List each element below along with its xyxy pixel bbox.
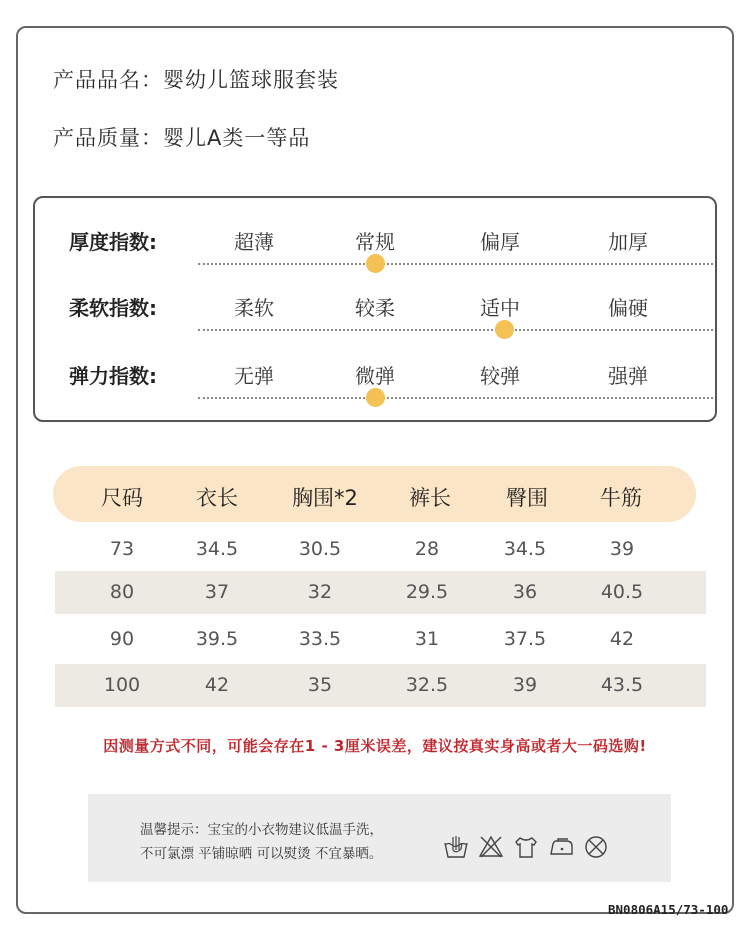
index-option: 无弹: [234, 364, 274, 388]
table-cell: 34.5: [503, 538, 547, 560]
column-header: 牛筋: [600, 486, 642, 510]
table-cell: 40.5: [600, 581, 644, 603]
table-cell: 28: [414, 538, 440, 560]
elasticity-index-row: [35, 336, 715, 396]
no-sun-icon: [583, 834, 609, 860]
table-cell: 90: [109, 628, 135, 650]
index-option: 偏厚: [480, 230, 520, 254]
table-cell: 34.5: [195, 538, 239, 560]
hand-wash-icon: [443, 834, 469, 860]
product-name: 产品品名：婴幼儿篮球服套装: [53, 68, 339, 92]
column-header: 胸围*2: [292, 486, 358, 510]
table-row: [55, 571, 706, 614]
softness-index-row: [35, 268, 715, 328]
table-cell: 39.5: [195, 628, 239, 650]
measurement-note: 因测量方式不同，可能会存在1 - 3厘米误差，建议按真实身高或者大一码选购!: [103, 737, 647, 755]
size-table-header: [53, 466, 696, 522]
index-option: 微弹: [355, 364, 395, 388]
table-row: [55, 618, 706, 661]
table-cell: 32: [307, 581, 333, 603]
table-cell: 73: [109, 538, 135, 560]
table-cell: 100: [103, 674, 141, 696]
index-panel: [33, 196, 717, 422]
table-row: [55, 664, 706, 707]
no-bleach-icon: [478, 834, 504, 860]
index-option: 适中: [480, 296, 520, 320]
dry-flat-icon: [513, 834, 539, 860]
tip-line: 温馨提示：宝宝的小衣物建议低温手洗，: [140, 822, 383, 838]
table-cell: 32.5: [405, 674, 449, 696]
index-option: 超薄: [234, 230, 274, 254]
index-option: 较弹: [480, 364, 520, 388]
table-cell: 42: [204, 674, 230, 696]
table-cell: 39: [609, 538, 635, 560]
index-marker: [366, 388, 385, 407]
column-header: 衣长: [196, 486, 238, 510]
thickness-index-row: [35, 202, 715, 262]
table-cell: 35: [307, 674, 333, 696]
table-cell: 43.5: [600, 674, 644, 696]
table-row: [55, 528, 706, 571]
table-cell: 30.5: [298, 538, 342, 560]
table-cell: 42: [609, 628, 635, 650]
index-option: 加厚: [608, 230, 648, 254]
index-option: 柔软: [234, 296, 274, 320]
index-option: 较柔: [355, 296, 395, 320]
column-header: 裤长: [409, 486, 451, 510]
care-tip-panel: [88, 794, 671, 882]
table-cell: 37.5: [503, 628, 547, 650]
column-header: 尺码: [101, 486, 143, 510]
table-cell: 39: [512, 674, 538, 696]
table-cell: 80: [109, 581, 135, 603]
index-label: 柔软指数:: [69, 296, 157, 320]
table-cell: 37: [204, 581, 230, 603]
iron-icon: [548, 834, 574, 860]
index-scale-line: [198, 329, 713, 331]
index-scale-line: [198, 397, 713, 399]
table-cell: 31: [414, 628, 440, 650]
product-code: BN0806A15/73-100: [608, 902, 729, 917]
index-label: 弹力指数:: [69, 364, 157, 388]
index-option: 常规: [355, 230, 395, 254]
column-header: 臀围: [506, 486, 548, 510]
index-option: 偏硬: [608, 296, 648, 320]
table-cell: 29.5: [405, 581, 449, 603]
table-cell: 33.5: [298, 628, 342, 650]
table-cell: 36: [512, 581, 538, 603]
tip-line: 不可氯漂 平铺晾晒 可以熨烫 不宜暴晒。: [140, 846, 383, 862]
product-quality: 产品质量：婴儿A类一等品: [53, 126, 311, 150]
index-label: 厚度指数:: [69, 230, 157, 254]
index-scale-line: [198, 263, 713, 265]
index-option: 强弹: [608, 364, 648, 388]
